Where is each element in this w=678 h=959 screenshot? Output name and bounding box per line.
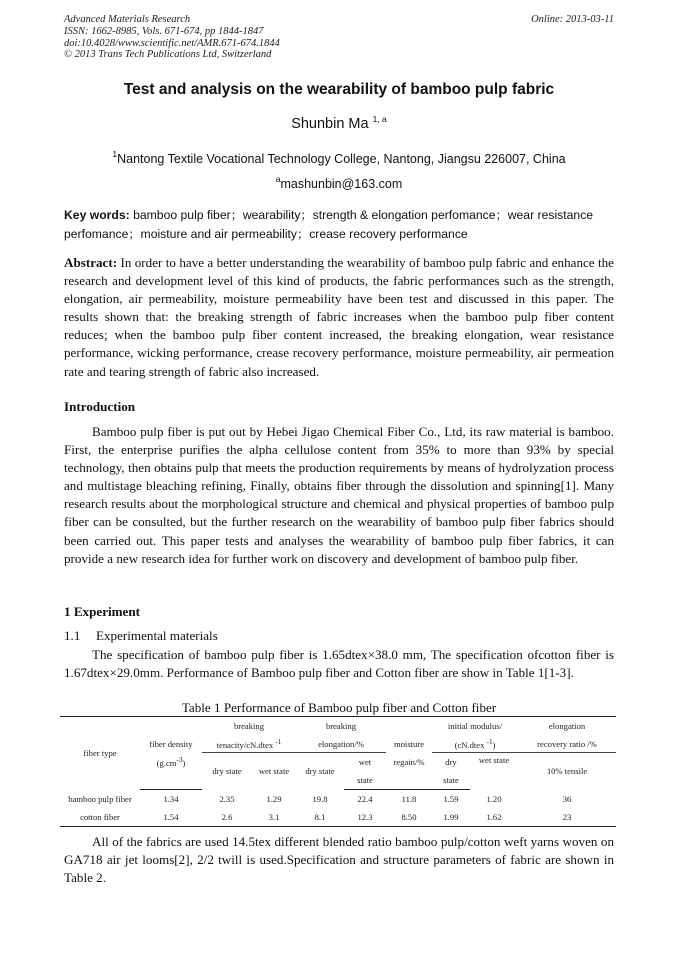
header-modulus-line2 [432, 735, 518, 753]
header-tensile: 10% tensile [546, 766, 588, 777]
journal-header [64, 14, 280, 61]
table-cell: 1.99 [432, 808, 470, 827]
header-modulus-wet: wet state [478, 755, 510, 765]
density-unit-close: ) [182, 757, 186, 768]
table-cell: 8.50 [386, 808, 432, 827]
performance-table [60, 716, 616, 827]
table-cell: 1.29 [266, 793, 282, 804]
header-elongation-wet-2: state [344, 771, 386, 790]
tenacity-unit-sup: -1 [275, 737, 282, 746]
affiliation-line [0, 149, 678, 166]
paper-title: Test and analysis on the wearability of bamboo pulp fabric [123, 81, 555, 98]
table-cell: 3.1 [252, 808, 296, 827]
table-row-cotton [60, 808, 616, 827]
journal-name: Advanced Materials Research [64, 14, 191, 25]
author-line [0, 114, 678, 132]
header-density-unit [140, 753, 202, 772]
materials-subheading [64, 628, 218, 644]
header-recovery-line1: elongation [518, 717, 616, 736]
table-cell: 11.8 [401, 794, 417, 804]
introduction-heading: Introduction [64, 399, 136, 414]
header-fiber-type: fiber type [60, 717, 140, 790]
abstract-text: In order to have a better understanding the wearability of bamboo pulp fabric and enhance the research and development level of this kind of products, the fabric performances such as the strength, elongation, air permeability, moisture permeability have been test and discussed in this paper. The results shown that: the breaking strength of fabric increases when the bamboo pulp fiber content reduces; when the bamboo pulp fiber content increased, the breaking elongation, wear resistance performance, wicking performance, crease recovery performance, moisture permeability, air permeation rate and tearing strength of fabric also increased. [64, 255, 614, 379]
table-cell: 2.35 [219, 793, 235, 804]
header-modulus-dry-1: dry [445, 757, 457, 767]
header-modulus-dry-2: state [432, 771, 470, 790]
table-cell: cotton fiber [60, 808, 140, 827]
header-tenacity-line1: breaking [202, 717, 296, 736]
tenacity-unit: tenacity/cN.dtex [216, 739, 274, 750]
table-cell: 1.59 [443, 794, 459, 804]
subsection-number: 1.1 [64, 628, 81, 643]
header-moisture-line2: regain/% [393, 756, 425, 767]
header-modulus-line1: initial modulus/ [432, 717, 518, 736]
table-cell: 1.20 [486, 793, 502, 804]
table-cell: 36 [562, 793, 572, 804]
modulus-unit: (cN.dtex [454, 739, 485, 750]
table-cell: 23 [518, 808, 616, 827]
keywords-label: Key words: [64, 208, 130, 222]
density-unit: (g.cm [156, 757, 177, 768]
affiliation-superscript: 1 [112, 149, 118, 159]
density-unit-sup: -3 [176, 755, 183, 764]
header-recovery-line2: recovery ratio /% [518, 735, 616, 753]
header-tenacity-line2 [202, 735, 296, 753]
table-cell: 1.34 [163, 794, 179, 804]
modulus-unit-sup: -1 [486, 737, 493, 746]
introduction-paragraph: Bamboo pulp fiber is put out by Hebei Jigao Chemical Fiber Co., Ltd, its raw material is bamboo. First, the enterprise purifies the alpha cellulose content from 35% to more than 93% by special technology, then obtains pulp that meets the production requirements by means of hydrolyzation process and multistage bleaching refining, Finally, obtains fiber through the dissolution and spinning[1]. Many research results about the morphological structure and chemical and physical properties of bamboo pulp fiber can be consulted, but the further research on the wearability of bamboo pulp fiber fabrics should been carried out. This paper tests and analyses the wearability of bamboo pulp fiber fabrics, it can provide a new research idea for further work on discovery and development of bamboo pulp fiber. [64, 424, 614, 566]
table-caption: Table 1 Performance of Bamboo pulp fiber and Cotton fiber [181, 700, 497, 715]
email-superscript: a [275, 174, 281, 184]
header-elongation-dry: dry state [305, 766, 335, 777]
doi-line: doi:10.4028/www.scientific.net/AMR.671-674.1844 [64, 37, 280, 49]
header-moisture-line1: moisture [393, 738, 425, 749]
author-superscript: 1, a [372, 114, 387, 124]
header-elongation-wet-1: wet [358, 757, 372, 767]
affiliation-text: Nantong Textile Vocational Technology College, Nantong, Jiangsu 226007, China [117, 152, 566, 166]
table-cell: 1.62 [470, 808, 518, 827]
header-tenacity-dry: dry state [212, 766, 242, 777]
header-tenacity-wet: wet state [258, 766, 290, 777]
email-line [0, 174, 678, 191]
table-cell: 22.4 [357, 794, 373, 804]
copyright-line: © 2013 Trans Tech Publications Ltd, Switzerland [64, 49, 272, 61]
table-cell: 1.54 [140, 808, 202, 827]
table-cell: 19.8 [312, 793, 328, 804]
keywords-text: bamboo pulp fiber；wearability；strength & elongation perfomance；wear resistance perfomance；moisture and air permeability；crease recovery performance [64, 208, 594, 241]
table-cell: 2.6 [202, 808, 252, 827]
materials-paragraph: The specification of bamboo pulp fiber is 1.65dtex×38.0 mm, The specification ofcotton fiber is 1.67dtex×29.0mm. Performance of Bamboo pulp fiber and Cotton fiber are show in Table 1[1-3]. [64, 647, 614, 681]
abstract-label: Abstract: [64, 255, 118, 270]
issn-line: ISSN: 1662-8985, Vols. 671-674, pp 1844-1847 [64, 25, 264, 37]
header-density: fiber density [149, 738, 193, 749]
online-date: Online: 2013-03-11 [531, 14, 614, 25]
fabrics-paragraph: All of the fabrics are used 14.5tex different blended ratio bamboo pulp/cotton weft yarns woven on GA718 air jet looms[2], 2/2 twill is used.Specification and structure parameters of fabric are shown in Table 2. [64, 834, 614, 886]
table-cell: bamboo pulp fiber [68, 793, 132, 804]
email-text[interactable]: mashunbin@163.com [280, 177, 403, 191]
keywords-paragraph [64, 206, 614, 243]
table-row-bamboo [60, 790, 616, 809]
header-elongation-line2: elongation/% [296, 735, 386, 753]
abstract-paragraph [64, 254, 614, 381]
experiment-heading: 1 Experiment [64, 604, 141, 619]
table-cell: 12.3 [344, 808, 386, 827]
subsection-title: Experimental materials [96, 628, 218, 643]
header-elongation-line1: breaking [296, 717, 386, 736]
table-cell: 8.1 [296, 808, 344, 827]
modulus-unit-close: ) [492, 739, 496, 750]
author-name: Shunbin Ma [291, 116, 369, 132]
